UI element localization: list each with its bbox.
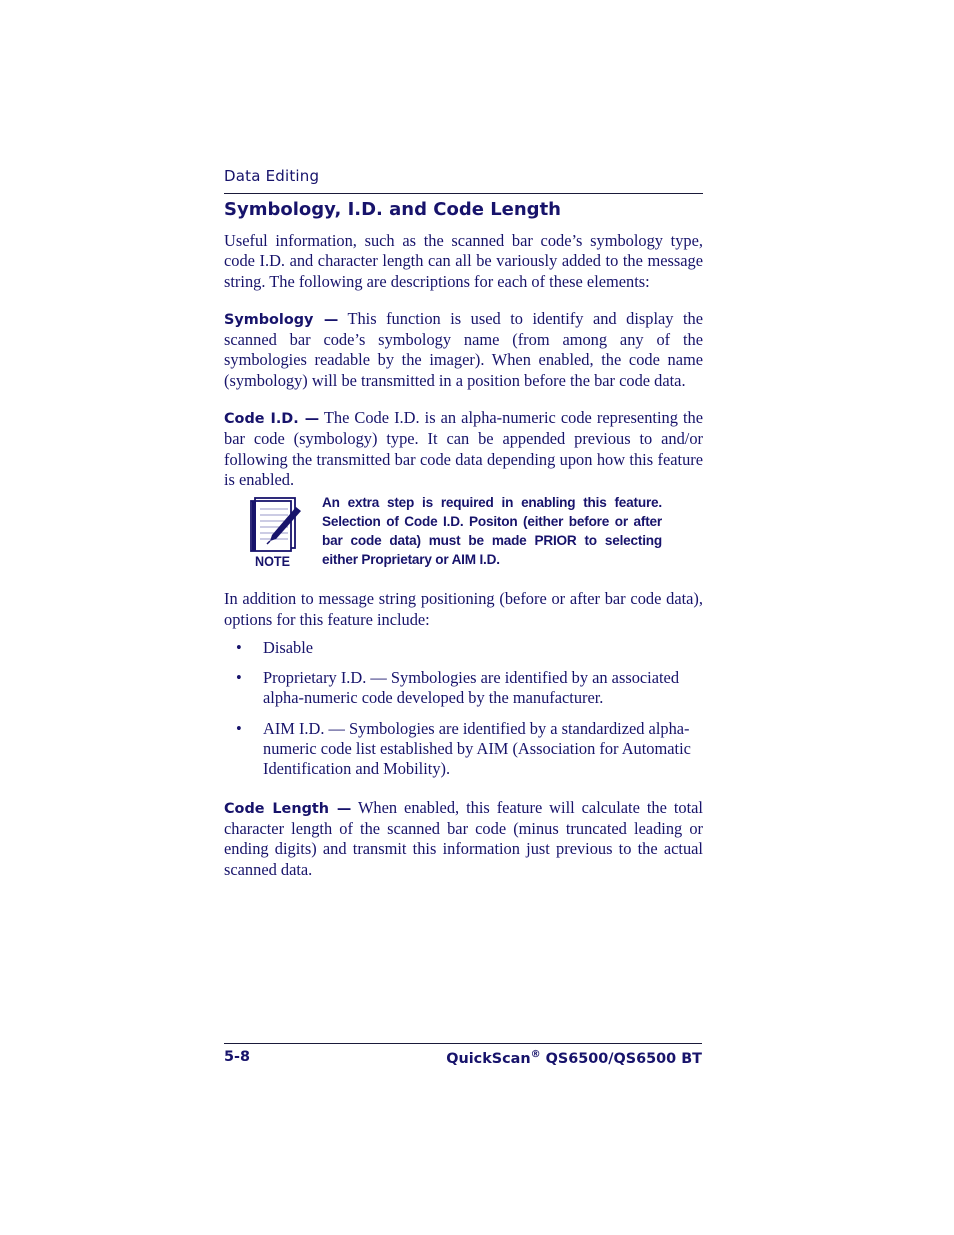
list-item-text: AIM I.D. — Symbologies are identified by a standardized alpha-numeric code list established by AIM (Association for Automatic Identification and Mobility). <box>263 718 691 779</box>
code-length-term: Code Length — <box>224 800 352 817</box>
code-id-paragraph <box>224 408 703 490</box>
options-list <box>224 638 703 780</box>
bullet: • <box>236 637 242 657</box>
registered-mark: ® <box>530 1049 541 1060</box>
list-item <box>224 668 703 709</box>
section-title: Symbology, I.D. and Code Length <box>224 199 561 220</box>
code-id-term: Code I.D. — <box>224 411 320 428</box>
symbology-text: This function is used to identify and display the scanned bar code’s symbology name (from among any of the symbologies readable by the imager). When enabled, the code name (symbology) will be transmitted in a position before the bar code data. <box>224 308 703 390</box>
options-intro: In addition to message string positioning (before or after bar code data), options for this feature include: <box>224 589 703 629</box>
page-body <box>224 198 703 880</box>
list-item-text: Proprietary I.D. — Symbologies are identified by an associated alpha-numeric code developed by the manufacturer. <box>263 668 680 708</box>
list-item <box>224 638 703 658</box>
code-id-text: The Code I.D. is an alpha-numeric code representing the bar code (symbology) type. It can be appended previous to and/or following the transmitted bar code data depending upon how this feature is enabled. <box>224 408 703 489</box>
product-models: QS6500/QS6500 BT <box>540 1051 702 1067</box>
note-label: NOTE <box>255 553 291 570</box>
list-item <box>224 719 703 780</box>
symbology-term: Symbology — <box>224 311 339 328</box>
note-box <box>224 493 703 589</box>
list-item-text: Disable <box>263 637 314 657</box>
code-length-paragraph <box>224 798 703 880</box>
page-number: 5-8 <box>224 1049 250 1065</box>
product-name: QuickScan <box>446 1051 531 1067</box>
intro-paragraph: Useful information, such as the scanned bar code’s symbology type, code I.D. and character length can all be variously added to the message string. The following are descriptions for each of these elements: <box>224 231 703 291</box>
note-text: An extra step is required in enabling this feature. Selection of Code I.D. Positon (either before or after bar code data) must be made PRIOR to selecting either Proprietary or AIM I.D. <box>322 495 662 568</box>
bullet: • <box>236 668 242 688</box>
product-footer <box>446 1049 702 1067</box>
code-length-text: When enabled, this feature will calculate the total character length of the scanned bar code (minus truncated leading or ending digits) and transmit this information just previous to the actual scanned data. <box>224 797 703 879</box>
header-rule <box>224 193 703 194</box>
running-head: Data Editing <box>224 167 320 185</box>
bullet: • <box>236 718 242 738</box>
footer-rule <box>224 1043 702 1044</box>
symbology-paragraph <box>224 309 703 391</box>
